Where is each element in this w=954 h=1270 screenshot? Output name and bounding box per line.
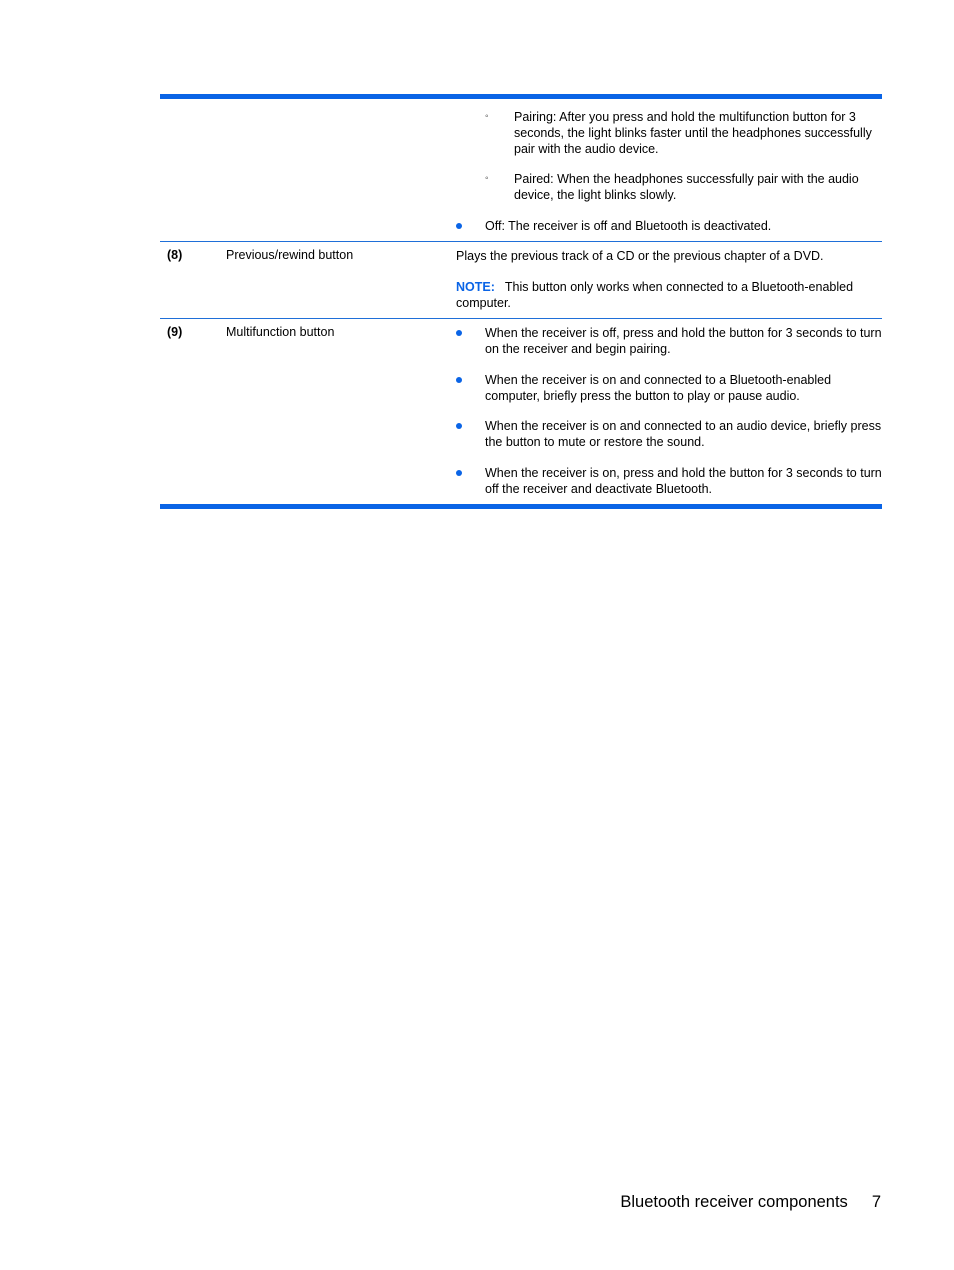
note-text: This button only works when connected to a Bluetooth-enabled computer. — [456, 280, 854, 310]
bullet-icon — [456, 470, 462, 476]
list-item: When the receiver is off, press and hold the button for 3 seconds to turn on the receiver and begin pairing. — [456, 325, 882, 357]
item-number: (8) — [167, 248, 183, 262]
table-row — [160, 242, 882, 319]
note-label: NOTE: — [456, 280, 495, 294]
component-name: Multifunction button — [226, 325, 335, 339]
bullet-icon — [456, 330, 462, 336]
description-cell — [456, 248, 882, 311]
component-name: Previous/rewind button — [226, 248, 354, 262]
bullet-icon — [456, 423, 462, 429]
description-text: Plays the previous track of a CD or the previous chapter of a DVD. — [456, 249, 824, 263]
item-number: (9) — [167, 325, 183, 339]
list-item: When the receiver is on, press and hold the button for 3 seconds to turn off the receiver and deactivate Bluetooth. — [456, 465, 882, 497]
note — [456, 279, 882, 311]
list-item: ◦ Pairing: After you press and hold the multifunction button for 3 seconds, the light blinks faster until the headphones successfully pair with the audio device. — [485, 110, 872, 156]
list-item: Off: The receiver is off and Bluetooth is deactivated. — [456, 218, 882, 234]
hollow-bullet-icon: ◦ — [485, 173, 489, 184]
page-number: 7 — [871, 1193, 881, 1211]
list-item: ◦ Paired: When the headphones successfully pair with the audio device, the light blinks slowly. — [485, 172, 859, 202]
bullet-icon — [456, 377, 462, 383]
hollow-bullet-icon: ◦ — [485, 111, 489, 122]
list-item: When the receiver is on and connected to a Bluetooth-enabled computer, briefly press the button to play or pause audio. — [456, 372, 882, 404]
section-title: Bluetooth receiver components — [620, 1193, 848, 1211]
table-row — [160, 99, 882, 242]
list-item: When the receiver is on and connected to an audio device, briefly press the button to mute or restore the sound. — [456, 418, 882, 450]
description-cell — [456, 109, 882, 234]
description-cell — [456, 325, 882, 497]
bullet-icon — [456, 223, 462, 229]
page-footer — [620, 1193, 881, 1212]
components-table — [160, 94, 882, 509]
table-row — [160, 319, 882, 504]
